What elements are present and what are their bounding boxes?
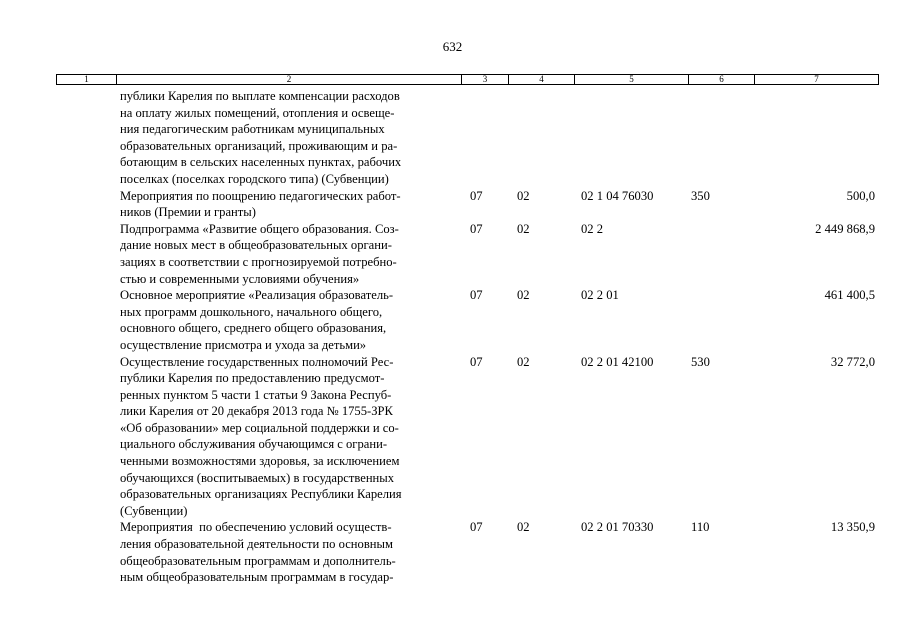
expense-type-code: 350 <box>691 188 710 203</box>
subsection-code: 02 <box>517 288 530 303</box>
description-line: основного общего, среднего общего образования, <box>120 321 387 336</box>
description-line: образовательных организациях Республики Карелия <box>120 487 402 502</box>
description-line: ления образовательной деятельности по основным <box>120 537 393 552</box>
header-col-1: 1 <box>57 75 117 84</box>
section-code: 07 <box>470 520 483 535</box>
description-line: дание новых мест в общеобразовательных органи- <box>120 238 392 253</box>
description-line: лики Карелия от 20 декабря 2013 года № 1755-ЗРК <box>120 404 393 419</box>
amount-value: 461 400,5 <box>824 288 875 303</box>
description-line: ченными возможностями здоровья, за исключением <box>120 454 400 469</box>
header-col-2: 2 <box>117 75 462 84</box>
description-line: ботающим в сельских населенных пунктах, рабочих <box>120 155 402 170</box>
target-article-code: 02 2 01 42100 <box>581 354 654 369</box>
amount-value: 500,0 <box>846 188 875 203</box>
subsection-code: 02 <box>517 520 530 535</box>
target-article-code: 02 2 01 <box>581 288 619 303</box>
header-col-5: 5 <box>575 75 689 84</box>
target-article-code: 02 1 04 76030 <box>581 188 654 203</box>
table-row <box>0 221 905 287</box>
table-row <box>0 519 905 585</box>
description-line: Мероприятия по обеспечению условий осуществ- <box>120 520 392 535</box>
target-article-code: 02 2 01 70330 <box>581 520 654 535</box>
header-col-6: 6 <box>689 75 755 84</box>
row-description <box>120 221 465 287</box>
amount-value: 32 772,0 <box>830 354 875 369</box>
expense-type-code: 110 <box>691 520 710 535</box>
description-line: на оплату жилых помещений, отопления и освеще- <box>120 105 395 120</box>
section-code: 07 <box>470 188 483 203</box>
page-number: 632 <box>442 39 463 54</box>
description-line: Мероприятия по поощрению педагогических работ- <box>120 188 401 203</box>
description-line: общеобразовательным программам и дополнитель- <box>120 553 396 568</box>
description-line: стью и современными условиями обучения» <box>120 271 360 286</box>
description-line: (Субвенции) <box>120 503 188 518</box>
row-description <box>120 88 465 188</box>
subsection-code: 02 <box>517 354 530 369</box>
amount-value: 13 350,9 <box>830 520 875 535</box>
amount-value: 2 449 868,9 <box>815 221 875 236</box>
target-article-code: 02 2 <box>581 221 604 236</box>
description-line: ников (Премии и гранты) <box>120 205 256 220</box>
row-description <box>120 519 465 585</box>
description-line: ренных пунктом 5 части 1 статьи 9 Закона Респуб- <box>120 387 392 402</box>
subsection-code: 02 <box>517 188 530 203</box>
header-col-3: 3 <box>462 75 509 84</box>
table-row <box>0 354 905 520</box>
section-code: 07 <box>470 288 483 303</box>
description-line: ния педагогическим работникам муниципальных <box>120 122 385 137</box>
subsection-code: 02 <box>517 221 530 236</box>
description-line: поселках (поселках городского типа) (Субвенции) <box>120 171 389 186</box>
description-line: обучающихся (воспитываемых) в государственных <box>120 470 395 485</box>
section-code: 07 <box>470 221 483 236</box>
description-line: Подпрограмма «Развитие общего образования. Соз- <box>120 221 399 236</box>
description-line: зациях в соответствии с прогнозируемой потребно- <box>120 254 397 269</box>
section-code: 07 <box>470 354 483 369</box>
description-line: «Об образовании» мер социальной поддержки и со- <box>120 420 399 435</box>
description-line: Основное мероприятие «Реализация образователь- <box>120 288 394 303</box>
header-col-4: 4 <box>509 75 575 84</box>
description-line: публики Карелия по выплате компенсации расходов <box>120 89 400 103</box>
description-line: ным общеобразовательным программам в государ- <box>120 570 394 585</box>
table-row <box>0 188 905 221</box>
description-line: Осуществление государственных полномочий Рес- <box>120 354 394 369</box>
row-description <box>120 188 465 221</box>
table-row <box>0 88 905 188</box>
description-line: ных программ дошкольного, начального общего, <box>120 304 383 319</box>
description-line: публики Карелия по предоставлению предусмот- <box>120 371 385 386</box>
table-row <box>0 287 905 353</box>
header-col-7: 7 <box>814 74 819 84</box>
description-line: образовательных организаций, проживающим и ра- <box>120 138 398 153</box>
table-header <box>56 74 879 85</box>
description-line: циального обслуживания обучающимся с ограни- <box>120 437 388 452</box>
description-line: осуществление присмотра и ухода за детьми» <box>120 337 367 352</box>
row-description <box>120 287 465 353</box>
expense-type-code: 530 <box>691 354 710 369</box>
row-description <box>120 354 465 520</box>
table-body <box>0 88 905 586</box>
